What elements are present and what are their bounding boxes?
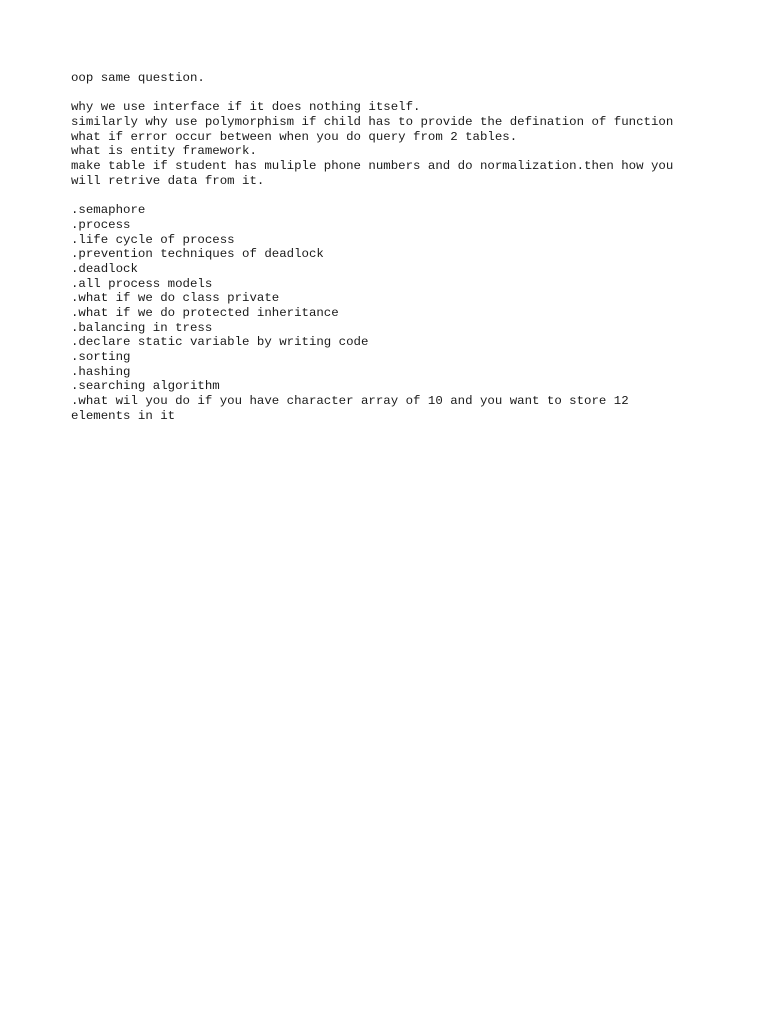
topic-line: .process: [71, 217, 131, 232]
topic-line: .searching algorithm: [71, 379, 220, 394]
question-line: make table if student has muliple phone numbers and do normalization.then how you: [71, 159, 674, 174]
topic-line: .what wil you do if you have character array of 10 and you want to store 12: [71, 394, 629, 409]
question-line: why we use interface if it does nothing itself.: [71, 100, 421, 115]
topic-line: .what if we do protected inheritance: [71, 306, 339, 320]
topic-line: .declare static variable by writing code: [71, 335, 369, 350]
topic-line: .what if we do class private: [71, 291, 280, 306]
question-line: what if error occur between when you do query from 2 tables.: [71, 129, 518, 144]
blank-line: [71, 86, 731, 101]
topic-line: .hashing: [71, 364, 131, 379]
document-page: [71, 71, 731, 424]
topic-line: .deadlock: [71, 261, 138, 276]
topic-line: .all process models: [71, 276, 213, 291]
topic-line: .balancing in tress: [71, 320, 213, 335]
topic-line: .sorting: [71, 350, 131, 365]
question-line: similarly why use polymorphism if child has to provide the defination of function: [71, 115, 674, 130]
question-line: will retrive data from it.: [71, 173, 265, 188]
intro-line: oop same question.: [71, 71, 205, 85]
topic-line: .life cycle of process: [71, 232, 235, 247]
question-line: what is entity framework.: [71, 144, 257, 159]
topic-line: .prevention techniques of deadlock: [71, 247, 324, 262]
topic-line: elements in it: [71, 408, 176, 423]
blank-line: [71, 189, 731, 204]
topic-line: .semaphore: [71, 203, 146, 218]
